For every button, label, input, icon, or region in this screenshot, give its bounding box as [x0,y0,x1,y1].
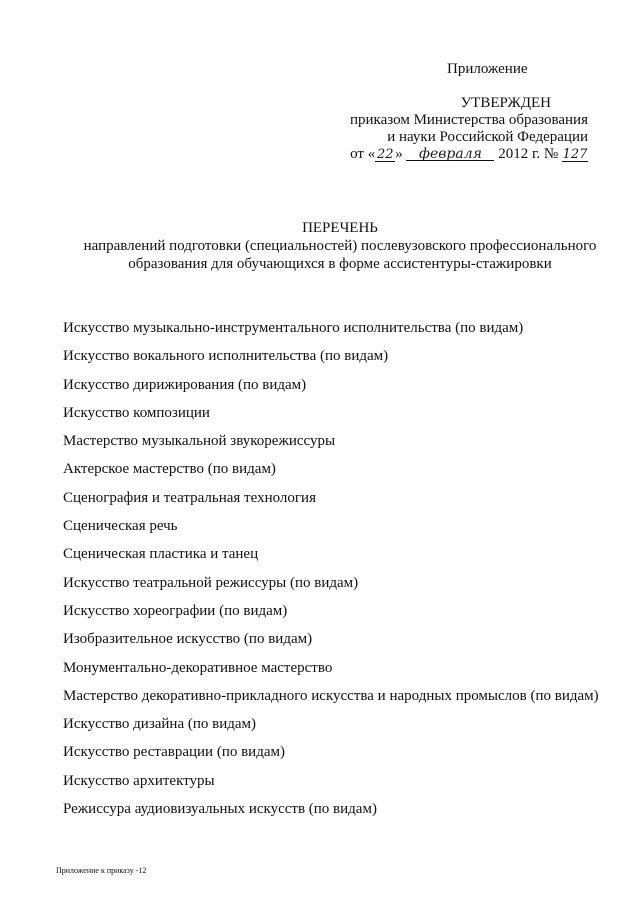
specialty-list [63,319,599,828]
handwritten-day: 22 [376,147,394,162]
list-item: Искусство театральной режиссуры (по видам) [63,574,359,591]
list-item: Искусство музыкально-инструментального исполнительства (по видам) [63,320,524,336]
title-heading: ПЕРЕЧЕНЬ [302,220,378,236]
list-item: Искусство композиции [63,404,210,421]
document-title [40,219,640,273]
approval-block [350,95,588,163]
ministry-line: и науки Российской Федерации [387,129,588,145]
list-item: Сценография и театральная технология [63,489,316,506]
list-item: Мастерство музыкальной звукорежиссуры [63,433,336,450]
year-text: 2012 г. № [498,146,559,162]
date-day-close: » [395,146,403,162]
list-item: Монументально-декоративное мастерство [63,659,333,676]
list-item: Искусство дизайна (по видам) [63,716,257,733]
order-by-line: приказом Министерства образования [350,112,588,128]
list-item: Мастерство декоративно-прикладного искусства и народных промыслов (по видам) [63,687,599,704]
list-item: Изобразительное искусство (по видам) [63,631,313,648]
appendix-label: Приложение [447,61,528,77]
page-footer: Приложение к приказу -12 [56,866,147,875]
date-prefix: от « [350,146,376,162]
handwritten-month: февраля [406,148,494,161]
order-date-line [350,146,588,163]
list-item: Искусство вокального исполнительства (по видам) [63,348,389,365]
list-item: Искусство архитектуры [63,772,215,789]
approved-label: УТВЕРЖДЕН [460,95,551,111]
list-item: Сценическая речь [63,518,178,535]
title-line-2: образования для обучающихся в форме ассистентуры-стажировки [128,256,552,272]
title-line-1: направлений подготовки (специальностей) послевузовского профессионального [83,238,597,254]
handwritten-order-number: 127 [562,147,588,162]
list-item: Актерское мастерство (по видам) [63,461,276,478]
list-item: Искусство дирижирования (по видам) [63,376,307,393]
list-item: Режиссура аудиовизуальных искусств (по видам) [63,801,377,818]
list-item: Сценическая пластика и танец [63,546,259,563]
list-item: Искусство хореографии (по видам) [63,602,288,619]
list-item: Искусство реставрации (по видам) [63,744,285,761]
